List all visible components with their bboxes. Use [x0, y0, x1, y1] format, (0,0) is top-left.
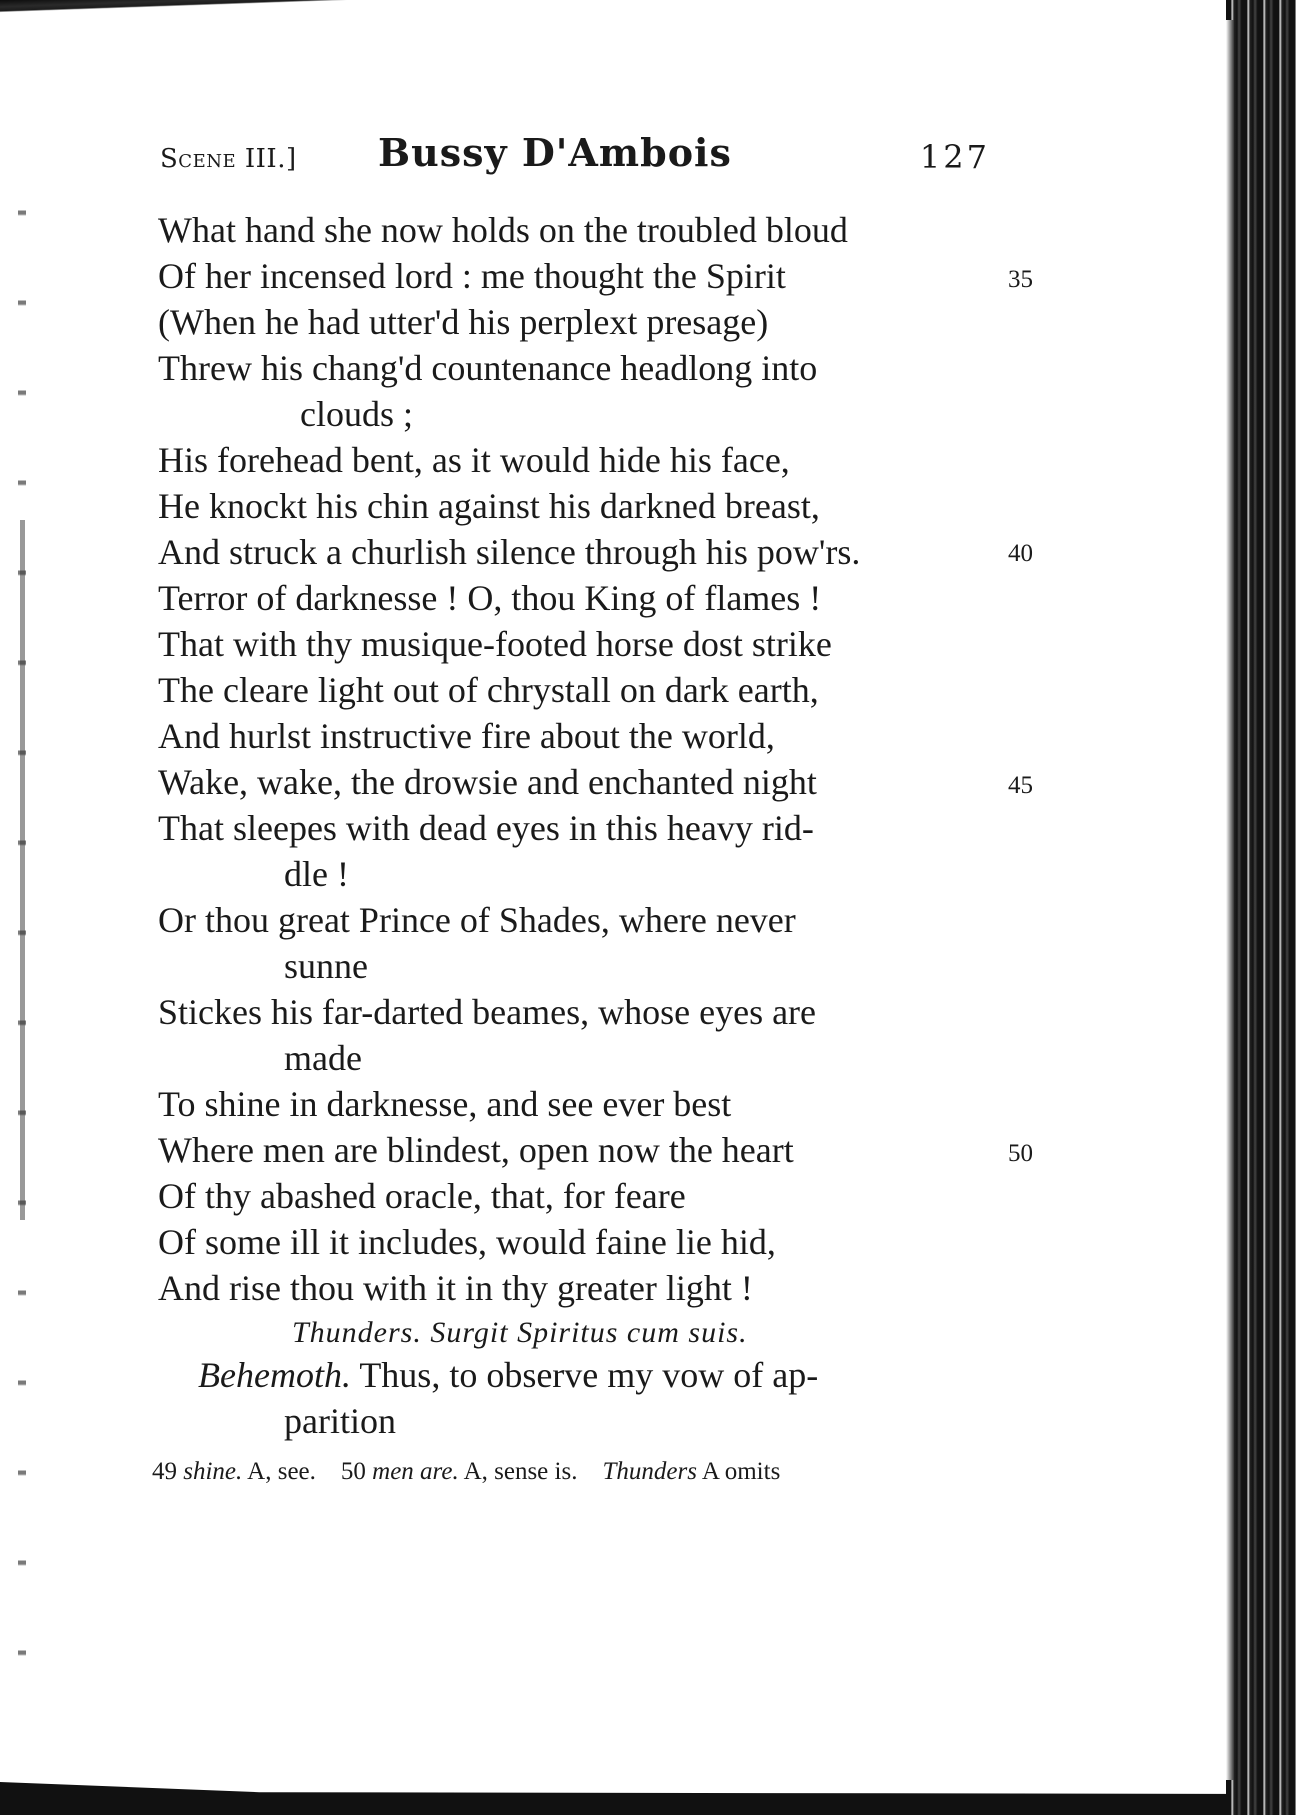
line-number: 40	[1008, 540, 1033, 567]
verse-line: Of her incensed lord : me thought the Spirit	[158, 256, 786, 296]
verse-line: Of thy abashed oracle, that, for feare	[158, 1176, 686, 1216]
stage-direction: Thunders. Surgit Spiritus cum suis.	[292, 1316, 748, 1349]
footnote-lemma: Thunders	[602, 1458, 697, 1485]
verse-line: That sleepes with dead eyes in this heavy rid-	[158, 808, 814, 848]
book-spine-edge	[1226, 0, 1296, 1815]
verse-line: His forehead bent, as it would hide his face,	[158, 440, 790, 480]
footnote-lemma: men are.	[372, 1458, 459, 1485]
running-head	[160, 130, 990, 190]
verse-line: (When he had utter'd his perplext presage)	[158, 302, 769, 342]
page-edge-highlight	[1226, 20, 1234, 1780]
verse-line: made	[284, 1038, 362, 1078]
verse-line: What hand she now holds on the troubled bloud	[158, 210, 848, 250]
footnote-reading: A, sense is.	[463, 1458, 578, 1485]
speech-text: Thus, to observe my vow of ap-	[359, 1355, 819, 1395]
verse-line: The cleare light out of chrystall on dark earth,	[158, 670, 819, 710]
line-number: 45	[1008, 772, 1033, 799]
speech-continuation: parition	[284, 1401, 396, 1441]
verse-line: Or thou great Prince of Shades, where never	[158, 900, 796, 940]
speech-line	[198, 1354, 818, 1396]
footnote-lemma: shine.	[183, 1458, 243, 1485]
verse-line: dle !	[284, 854, 349, 894]
verse-line: And struck a churlish silence through his pow'rs.	[158, 532, 861, 572]
line-number: 50	[1008, 1140, 1033, 1167]
scan-shadow-bottom	[0, 1755, 1296, 1815]
verse-line: Of some ill it includes, would faine lie hid,	[158, 1222, 776, 1262]
verse-line: clouds ;	[300, 394, 413, 434]
verse-line: That with thy musique-footed horse dost strike	[158, 624, 832, 664]
scene-label	[160, 144, 297, 174]
speaker-name: Behemoth.	[198, 1355, 351, 1395]
footnote	[152, 1458, 780, 1486]
verse-line: To shine in darknesse, and see ever best	[158, 1084, 732, 1124]
verse-line: Where men are blindest, open now the heart	[158, 1130, 794, 1170]
verse-line: Threw his chang'd countenance headlong into	[158, 348, 818, 388]
line-number: 35	[1008, 266, 1033, 293]
verse-line: Wake, wake, the drowsie and enchanted night	[158, 762, 817, 802]
footnote-line-ref: 50	[340, 1458, 366, 1485]
page-number: 127	[919, 138, 990, 176]
page-title: Bussy D'Ambois	[378, 130, 732, 175]
scene-number: III.]	[244, 144, 297, 174]
verse-line: sunne	[284, 946, 368, 986]
verse-line: Stickes his far-darted beames, whose eyes are	[158, 992, 817, 1032]
scan-margin-marks-2	[20, 520, 25, 1220]
scene-word: Scene	[160, 144, 237, 174]
verse-line: Terror of darknesse ! O, thou King of flames !	[158, 578, 822, 618]
verse-line: And hurlst instructive fire about the world,	[158, 716, 775, 756]
verse-line: And rise thou with it in thy greater light !	[158, 1268, 753, 1308]
footnote-line-ref: 49	[152, 1458, 177, 1485]
verse-line: He knockt his chin against his darkned breast,	[158, 486, 820, 526]
footnote-reading: A omits	[701, 1458, 781, 1485]
footnote-reading: A, see.	[247, 1458, 316, 1485]
scan-shadow-top	[0, 0, 1296, 92]
